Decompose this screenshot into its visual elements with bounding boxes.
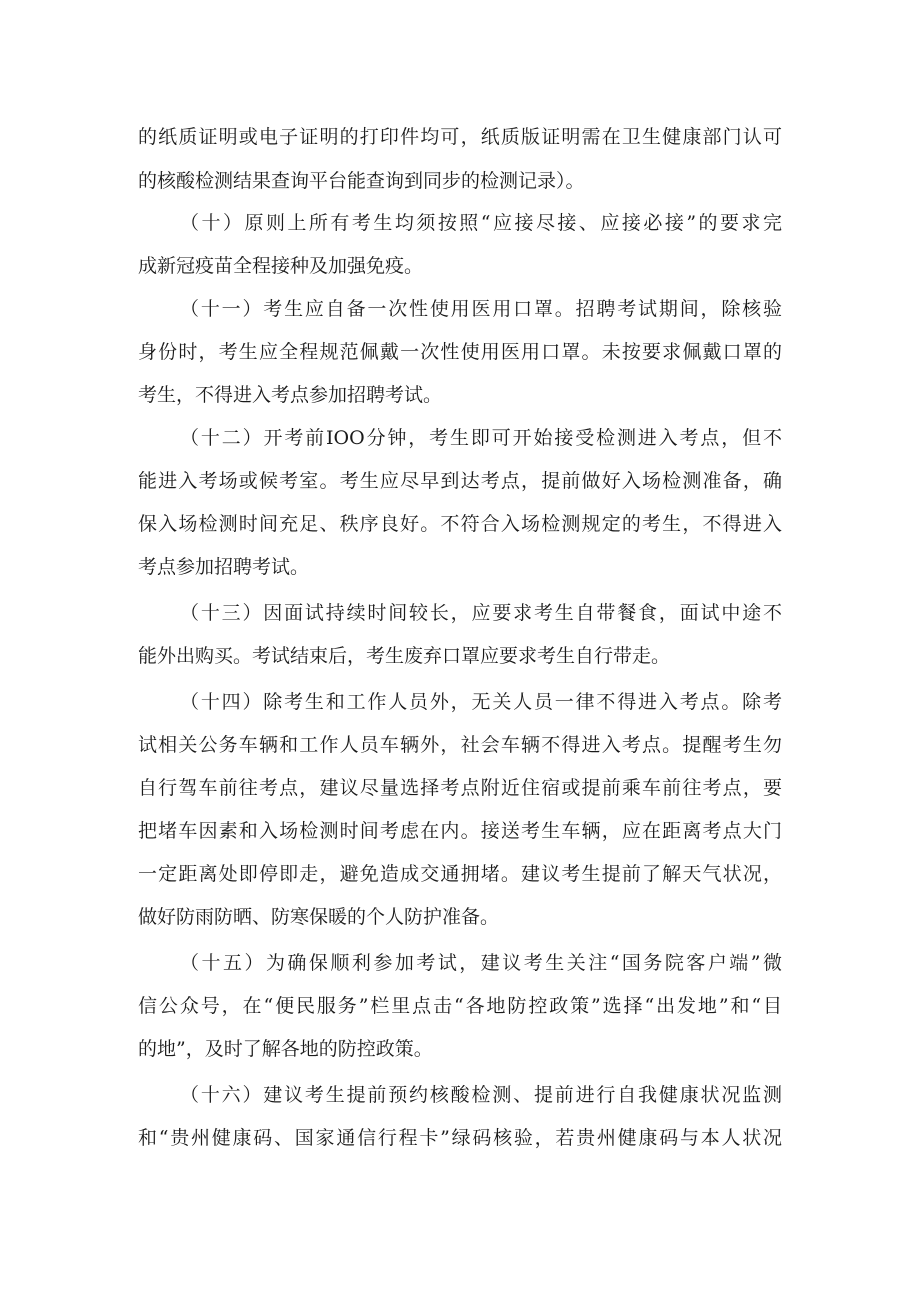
paragraph-11-line: 身份时，考生应全程规范佩戴一次性使用医用口罩。未按要求佩戴口罩的 [138, 341, 782, 363]
text-line: 的纸质证明或电子证明的打印件均可，纸质版证明需在卫生健康部门认可 [138, 126, 782, 148]
paragraph-12-line: 保入场检测时间充足、秩序良好。不符合入场检测规定的考生，不得进入 [138, 513, 782, 535]
paragraph-12-line: 考点参加招聘考试。 [138, 556, 310, 578]
paragraph-10-line: 成新冠疫苗全程接种及加强免疫。 [138, 255, 424, 277]
paragraph-15-line: 的地”，及时了解各地的防控政策。 [138, 1038, 433, 1060]
paragraph-14-line: 一定距离处即停即走，避免造成交通拥堵。建议考生提前了解天气状况， [138, 863, 782, 885]
paragraph-14-line: 自行驾车前往考点，建议尽量选择考点附近住宿或提前乘车前往考点，要 [138, 777, 782, 799]
paragraph-16-line: （十六）建议考生提前预约核酸检测、提前进行自我健康状况监测 [180, 1084, 782, 1106]
paragraph-12-line: （十二）开考前IOO分钟，考生即可开始接受检测进入考点，但不 [180, 427, 782, 449]
paragraph-11-line: 考生，不得进入考点参加招聘考试。 [138, 384, 443, 406]
paragraph-15-line: 信公众号，在“便民服务”栏里点击“各地防控政策”选择“出发地”和“目 [138, 995, 782, 1017]
paragraph-10-line: （十）原则上所有考生均须按照“应接尽接、应接必接”的要求完 [180, 212, 782, 234]
paragraph-14-line: 做好防雨防晒、防寒保暖的个人防护准备。 [138, 906, 500, 928]
paragraph-11-line: （十一）考生应自备一次性使用医用口罩。招聘考试期间，除核验 [180, 298, 782, 320]
paragraph-15-line: （十五）为确保顺利参加考试，建议考生关注“国务院客户端”微 [180, 952, 782, 974]
paragraph-14-line: （十四）除考生和工作人员外，无关人员一律不得进入考点。除考 [180, 691, 782, 713]
paragraph-12-line: 能进入考场或候考室。考生应尽早到达考点，提前做好入场检测准备，确 [138, 470, 782, 492]
paragraph-13-line: 能外出购买。考试结束后，考生废弃口罩应要求考生自行带走。 [138, 645, 671, 667]
paragraph-13-line: （十三）因面试持续时间较长，应要求考生自带餐食，面试中途不 [180, 602, 782, 624]
paragraph-14-line: 试相关公务车辆和工作人员车辆外，社会车辆不得进入考点。提醒考生勿 [138, 734, 782, 756]
paragraph-16-line: 和“贵州健康码、国家通信行程卡”绿码核验，若贵州健康码与本人状况 [138, 1127, 782, 1149]
paragraph-14-line: 把堵车因素和入场检测时间考虑在内。接送考生车辆，应在距离考点大门 [138, 820, 782, 842]
text-line: 的核酸检测结果查询平台能查询到同步的检测记录）。 [138, 170, 585, 192]
